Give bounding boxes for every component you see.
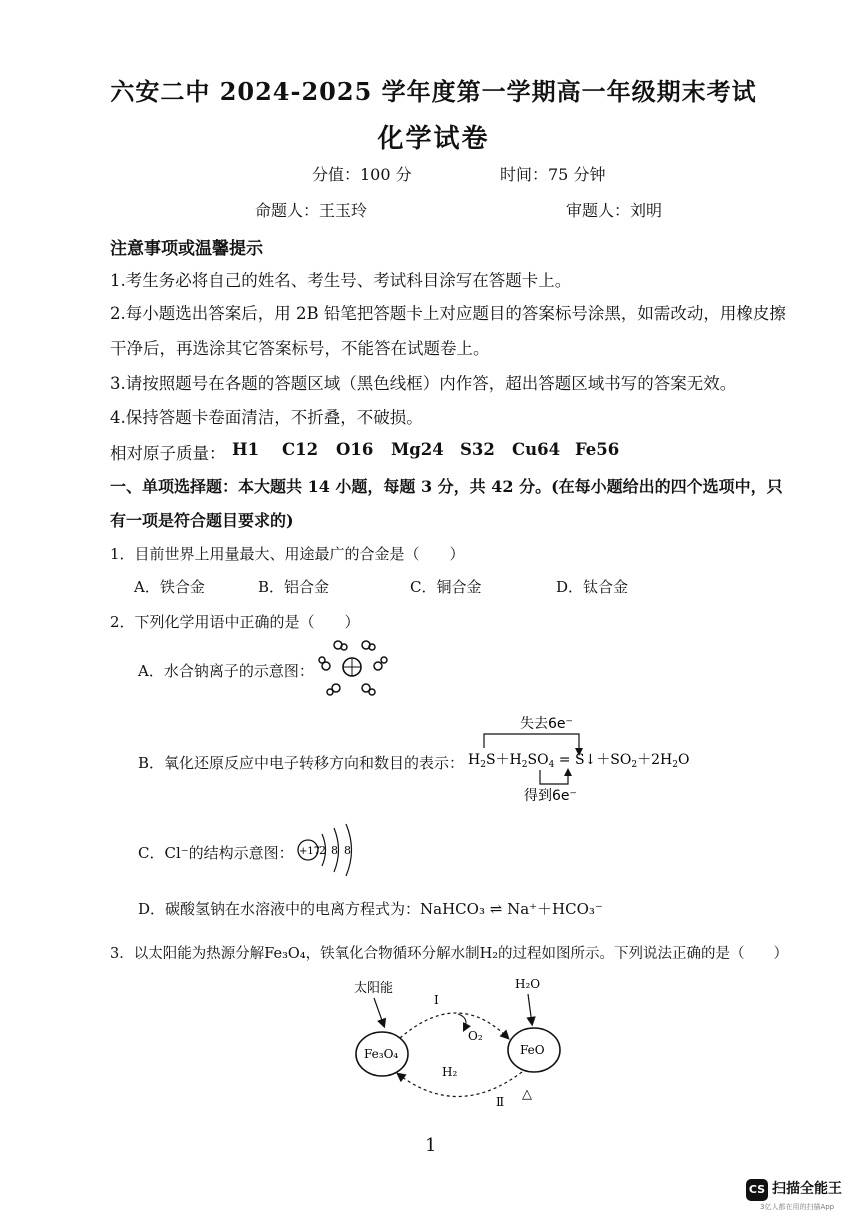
shell-electrons: 8 <box>331 844 338 857</box>
author-info: 命题人：王玉玲 <box>255 201 368 220</box>
iron-oxide-cycle-diagram <box>340 968 580 1118</box>
note-item: 2.每小题选出答案后，用 2B 铅笔把答题卡上对应题目的答案标号涂黑，如需改动，用橡皮擦 <box>110 304 786 323</box>
reviewer-info: 审题人：刘明 <box>566 201 663 220</box>
atomic-mass-value: Cu64 <box>512 440 561 459</box>
chloride-ion-structure-diagram <box>296 820 366 880</box>
oxygen-label: O₂ <box>468 1029 483 1043</box>
note-item: 4.保持答题卡卷面清洁，不折叠，不破损。 <box>110 408 423 427</box>
hydrogen-label: H₂ <box>442 1065 458 1079</box>
atomic-mass-value: Mg24 <box>391 440 444 459</box>
atomic-mass-value: S32 <box>460 440 495 459</box>
solar-energy-label: 太阳能 <box>354 981 394 996</box>
time-info: 时间：75 分钟 <box>500 165 606 184</box>
section-heading-cont: 有一项是符合题目要求的) <box>110 511 294 530</box>
electrons-gained-label: 得到6e⁻ <box>524 788 577 804</box>
hydrated-sodium-ion-diagram <box>314 636 394 698</box>
redox-electron-transfer-diagram <box>462 712 692 804</box>
page-mark: 1 <box>425 1135 437 1156</box>
q1-option-b: B．铝合金 <box>258 578 330 596</box>
water-label: H₂O <box>515 977 541 991</box>
nucleus-charge: +17 <box>299 846 321 857</box>
q2-option-d: D．碳酸氢钠在水溶液中的电离方程式为：NaHCO₃ ⇌ Na⁺＋HCO₃⁻ <box>138 900 603 918</box>
note-item: 干净后，再选涂其它答案标号，不能答在试题卷上。 <box>110 339 490 358</box>
step-one-label: Ⅰ <box>434 993 439 1007</box>
shell-electrons: 2 <box>319 844 326 857</box>
exam-subtitle: 化学试卷 <box>377 124 490 154</box>
feo-label: FeO <box>520 1043 545 1057</box>
question-2-stem: 2．下列化学用语中正确的是（ ） <box>110 613 360 631</box>
electrons-lost-label: 失去6e⁻ <box>520 716 573 732</box>
q1-option-d: D．钛合金 <box>556 578 629 596</box>
shell-electrons: 8 <box>344 844 351 857</box>
notes-heading: 注意事项或温馨提示 <box>110 239 263 259</box>
scanner-app-tagline: 3亿人都在用的扫描App <box>760 1203 835 1211</box>
atomic-mass-value: C12 <box>282 440 319 459</box>
q2-option-c: C．Cl⁻的结构示意图： <box>138 844 294 862</box>
step-two-label: Ⅱ <box>496 1095 505 1109</box>
score-info: 分值：100 分 <box>312 165 412 184</box>
q2-option-a: A．水合钠离子的示意图： <box>138 662 314 680</box>
q1-option-a: A．铁合金 <box>134 578 205 596</box>
q1-option-c: C．铜合金 <box>410 578 482 596</box>
heat-symbol: △ <box>522 1087 532 1102</box>
atomic-mass-value: O16 <box>336 440 374 459</box>
note-item: 3.请按照题号在各题的答题区域（黑色线框）内作答，超出答题区域书写的答案无效。 <box>110 374 737 393</box>
exam-title: 六安二中 2024-2025 学年度第一学期高一年级期末考试 <box>110 77 757 106</box>
q2-option-b: B．氧化还原反应中电子转移方向和数目的表示： <box>138 754 465 772</box>
question-3-stem: 3．以太阳能为热源分解Fe₃O₄，铁氧化合物循环分解水制H₂的过程如图所示。下列说法正确的是（ ） <box>110 946 789 962</box>
svg-text:H2S＋H2SO4 = S↓＋SO2＋2H2O: $H_2S+H_2SO_4$ = $S↓+SO_2+2H_2O$ <box>468 752 690 770</box>
question-1-stem: 1．目前世界上用量最大、用途最广的合金是（ ） <box>110 545 465 563</box>
scanner-app-icon: CS <box>746 1179 768 1201</box>
section-heading: 一、单项选择题：本大题共 14 小题，每题 3 分，共 42 分。(在每小题给出的四个选项中，只 <box>110 477 783 496</box>
scanner-app-name: 扫描全能王 <box>772 1181 842 1197</box>
atomic-mass-value: Fe56 <box>575 440 620 459</box>
note-item: 1.考生务必将自己的姓名、考生号、考试科目涂写在答题卡上。 <box>110 271 572 290</box>
atomic-mass-value: H1 <box>232 440 260 459</box>
atomic-mass-label: 相对原子质量： <box>110 444 226 463</box>
fe3o4-label: Fe₃O₄ <box>364 1047 399 1061</box>
